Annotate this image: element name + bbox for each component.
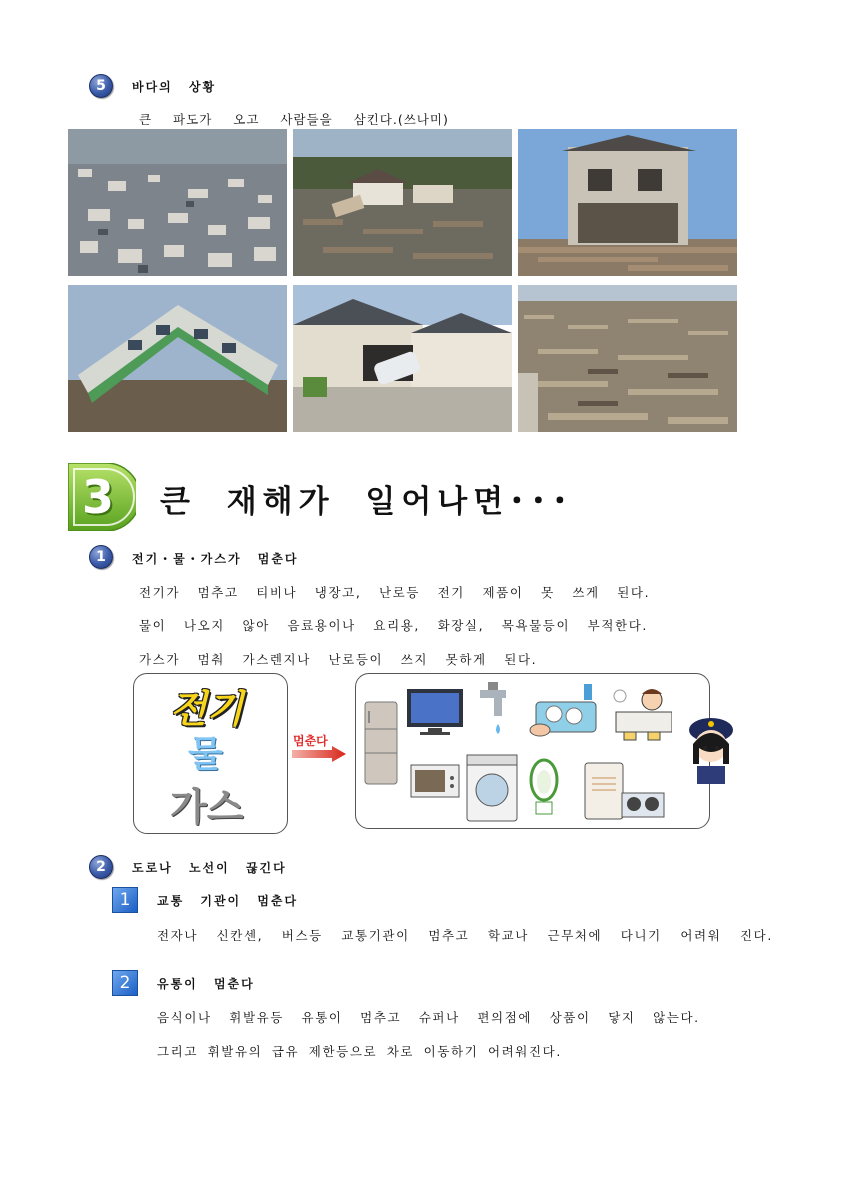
utilities-panel [133, 673, 288, 834]
refrigerator-icon [364, 701, 398, 789]
item-1-badge: 1 [89, 545, 113, 569]
subitem-2-badge: 2 [112, 970, 138, 996]
subitem-1-badge: 1 [112, 887, 138, 913]
water-word: 물 [188, 734, 223, 775]
section-3-badge [68, 463, 136, 531]
faucet-icon [476, 682, 512, 746]
item-1-line-3: 가스가 멈춰 가스렌지나 난로등이 쓰지 못하게 된다. [139, 652, 538, 667]
heater-icon [584, 762, 624, 826]
washing-machine-icon [466, 754, 518, 828]
tv-icon [406, 688, 464, 740]
section-text: 큰 파도가 오고 사람들을 삼킨다.(쓰나미) [139, 112, 449, 127]
item-1-line-1: 전기가 멈추고 티비나 냉장고, 난로등 전기 제품이 못 쓰게 된다. [139, 585, 651, 600]
photo-destroyed-house [518, 129, 737, 276]
police-character-icon [683, 710, 739, 790]
item-1-line-2: 물이 나오지 않아 음료용이나 요리용, 화장실, 목욕물등이 부적한다. [139, 618, 648, 633]
washing-dishes-icon [526, 684, 602, 750]
subitem-1-title: 교통 기관이 멈춘다 [157, 894, 299, 908]
photo-flooded-town [68, 129, 287, 276]
gas-stove-icon [621, 792, 665, 824]
item-2-badge: 2 [89, 855, 113, 879]
appliances-panel [355, 673, 710, 829]
subitem-2-title: 유통이 멈춘다 [157, 977, 255, 991]
section-number-badge: 5 [89, 74, 113, 98]
item-1-title: 전기・물・가스가 멈춘다 [132, 552, 299, 566]
toilet-icon [528, 758, 560, 822]
stop-label: 멈춘다 [293, 734, 328, 748]
section-3-number: 3 [81, 470, 114, 524]
photo-debris-houses [293, 129, 512, 276]
photo-debris-field [518, 285, 737, 432]
section-3-title: 큰 재해가 일어나면･･･ [160, 484, 574, 520]
subitem-2-line-1: 음식이나 휘발유등 유통이 멈추고 슈퍼나 편의점에 상품이 닿지 않는다. [157, 1010, 700, 1025]
item-2-title: 도로나 노선이 끊긴다 [132, 861, 287, 875]
photo-car-in-house [293, 285, 512, 432]
gas-word: 가스 [170, 785, 244, 829]
subitem-1-line: 전자나 신칸센, 버스등 교통기관이 멈추고 학교나 근무처에 다니기 어려워 진다. [157, 928, 773, 943]
microwave-icon [410, 764, 460, 804]
bath-icon [612, 684, 672, 750]
right-arrow-icon [292, 746, 346, 762]
electricity-word: 전기 [170, 687, 244, 731]
section-title: 바다의 상황 [132, 80, 217, 94]
photo-overturned-train [68, 285, 287, 432]
subitem-2-line-2: 그리고 휘발유의 급유 제한등으로 차로 이동하기 어려워진다. [157, 1044, 562, 1059]
